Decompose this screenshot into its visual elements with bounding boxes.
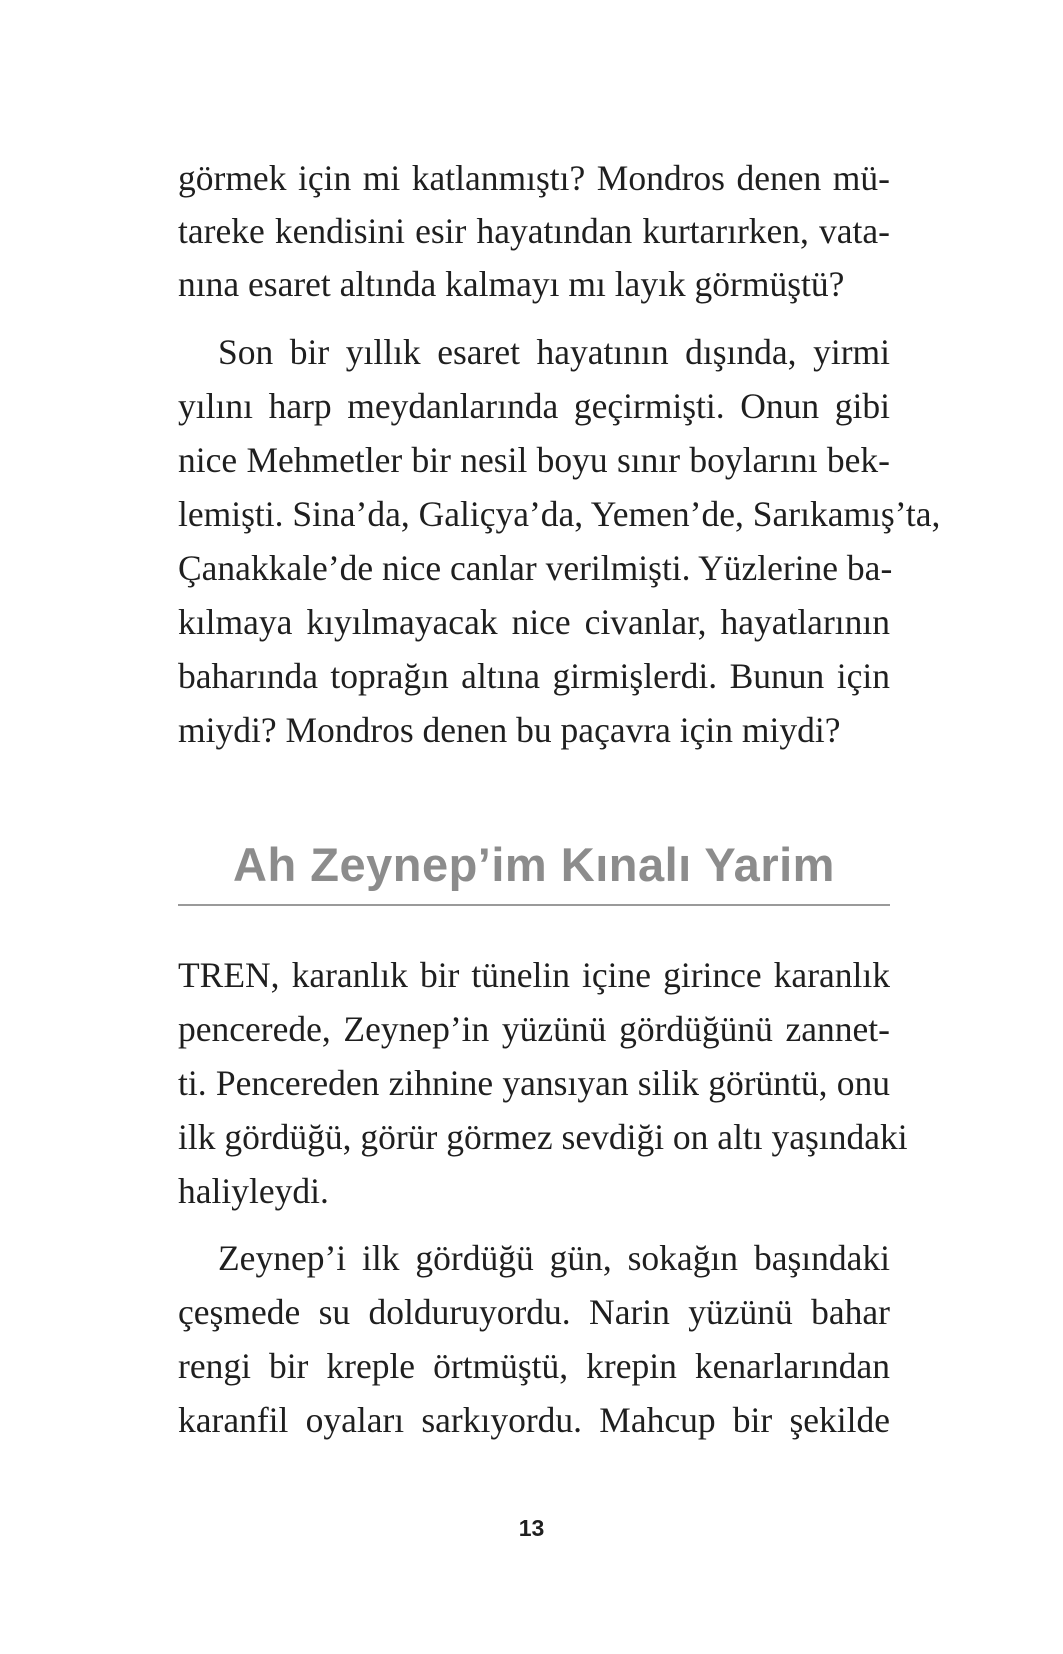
text-line: Son bir yıllık esaret hayatının dışında, yirmi [218,332,890,372]
text-line: rengi bir kreple örtmüştü, krepin kenarlarından [178,1346,890,1386]
text-line: Zeynep’i ilk gördüğü gün, sokağın başındaki [218,1238,890,1278]
text-line: ti. Pencereden zihnine yansıyan silik görüntü, onu [178,1063,890,1103]
section-divider [178,904,890,906]
text-line: karanfil oyaları sarkıyordu. Mahcup bir şekilde [178,1400,890,1440]
page-number: 13 [518,1515,545,1541]
text-line: nice Mehmetler bir nesil boyu sınır boylarını bek- [178,440,890,480]
text-line: miydi? Mondros denen bu paçavra için miydi? [178,710,841,750]
text-line: görmek için mi katlanmıştı? Mondros denen mü- [178,158,890,198]
text-line: çeşmede su dolduruyordu. Narin yüzünü bahar [178,1292,890,1332]
text-line: kılmaya kıyılmayacak nice civanlar, hayatlarının [178,602,890,642]
text-line: TREN, karanlık bir tünelin içine girince karanlık [178,955,890,995]
text-line: lemişti. Sina’da, Galiçya’da, Yemen’de, Sarıkamış’ta, [178,494,941,534]
text-line: Çanakkale’de nice canlar verilmişti. Yüzlerine ba- [178,548,893,588]
text-line: baharında toprağın altına girmişlerdi. Bunun için [178,656,890,696]
text-line: yılını harp meydanlarında geçirmişti. Onun gibi [178,386,890,426]
text-line: pencerede, Zeynep’in yüzünü gördüğünü zannet- [178,1009,890,1049]
text-line: nına esaret altında kalmayı mı layık görmüştü? [178,264,845,304]
section-title: Ah Zeynep’im Kınalı Yarim [233,838,835,891]
text-line: haliyleydi. [178,1171,329,1211]
text-line: ilk gördüğü, görür görmez sevdiği on altı yaşındaki [178,1117,908,1157]
text-line: tareke kendisini esir hayatından kurtarırken, vata- [178,211,890,251]
